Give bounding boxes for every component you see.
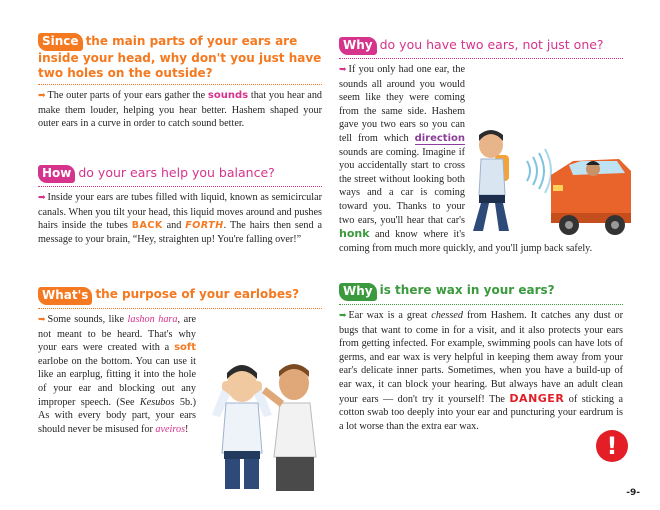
term-aveiros: aveiros	[155, 423, 186, 435]
word-back: BACK	[131, 220, 163, 232]
divider	[339, 58, 623, 59]
term-lashon-hara: lashon hara	[127, 314, 178, 325]
arrow-bullet-icon: ➥	[339, 65, 347, 75]
question-heading	[339, 283, 623, 301]
answer-paragraph: ➡ The outer parts of your ears gather the sounds that you hear and make them louder, helping you hear better. Hashem shaped your outer ears in a curve in order to catch sound better.	[38, 90, 323, 130]
word-direction: direction	[414, 132, 465, 144]
term-chessed: chessed	[431, 310, 463, 321]
word-danger: DANGER	[509, 391, 565, 405]
page-number: -9-	[626, 488, 640, 498]
question-text: do your ears help you balance?	[78, 165, 275, 180]
question-heading	[38, 287, 322, 305]
question-tag: Why	[339, 283, 377, 301]
answer-paragraph: ➥ Some sounds, like lashon hara, are not meant to be heard. That's why your ears were created with a soft earlobe on the bottom. You can use it like an earplug, fitting it into the hole of your ear and blocking out any improper speech. (See Kesubos 5b.) As with every body part, your ears should never be misused for aveiros!	[38, 314, 197, 435]
section-whats	[38, 287, 322, 463]
arrow-bullet-icon: ➡	[38, 91, 46, 101]
word-soft: soft	[174, 342, 197, 354]
section-wax	[339, 283, 623, 433]
warning-icon: !	[596, 430, 628, 462]
section-how	[38, 165, 322, 246]
question-heading	[339, 37, 623, 55]
divider	[38, 186, 322, 187]
section-since	[38, 33, 322, 131]
question-text: do you have two ears, not just one?	[379, 37, 604, 52]
question-tag: Since	[38, 33, 83, 51]
question-heading	[38, 165, 322, 183]
section-why-two-ears	[339, 37, 623, 255]
question-tag: What's	[38, 287, 92, 305]
boy-and-car-illustration	[469, 121, 631, 239]
arrow-bullet-icon: ➥	[339, 311, 347, 321]
divider	[38, 84, 322, 85]
question-heading	[38, 33, 322, 81]
question-text: the main parts of your ears are inside your head, why don't you just have two holes on the outside?	[38, 34, 322, 80]
question-text: the purpose of your earlobes?	[95, 287, 300, 301]
arrow-bullet-icon: ➡	[38, 193, 46, 203]
answer-paragraph: ➥ If you only had one ear, the sounds all around you would seem like they were coming from the same side. Hashem gave you two ears so you can tell from which direction sounds are coming. Imagine if you accidentally start to cross the street without looking both ways and a car is coming toward you. Thanks to your two ears, you'll hear that car's honk and know where it's coming from much more quickly, and you'll jump back safely.	[339, 64, 593, 254]
word-honk: honk	[339, 227, 370, 241]
highlight-sounds: sounds	[207, 90, 249, 101]
divider	[38, 308, 322, 309]
term-kesubos: Kesubos	[139, 396, 175, 408]
answer-paragraph: ➥ Ear wax is a great chessed from Hashem. It catches any dust or bugs that want to come in for a visit, and it also protects your ears from getting infected. For example, swimming pools can have lots of germs, and ear wax is very helpful in keeping them away from your ear's delicate inner parts. Sometimes, when you have a build-up of ear wax, it can block your hearing. But always have an adult clean your ears — don't try it yourself! The DANGER of sticking a cotton swab too deeply into your ear and puncturing your eardrum is a lot worse than the extra ear wax.	[339, 310, 624, 432]
car-illustration-svg	[469, 121, 631, 239]
word-forth: FORTH	[185, 220, 224, 232]
question-tag: Why	[339, 37, 377, 55]
arrow-bullet-icon: ➥	[38, 315, 46, 325]
answer-paragraph: ➡ Inside your ears are tubes filled with liquid, known as semicircular canals. When you tilt your head, this liquid moves around and pushes hairs inside the tubes BACK and FORTH. The hairs then send a message to your brain, “Hey, straighten up! You're falling over!”	[38, 192, 323, 245]
boys-illustration-svg	[200, 345, 328, 495]
question-tag: How	[38, 165, 75, 183]
boys-whispering-illustration	[200, 345, 328, 463]
question-text: is there wax in your ears?	[379, 283, 555, 297]
divider	[339, 304, 623, 305]
